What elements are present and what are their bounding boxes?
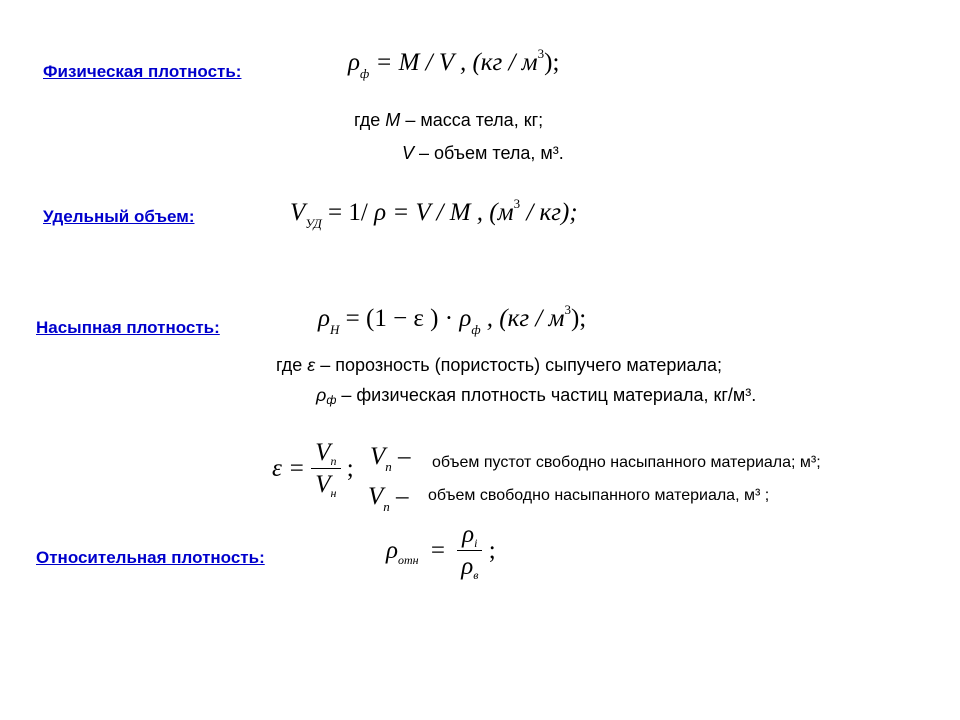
- formula-rhs-b: = V / M , (м: [392, 199, 514, 226]
- formula-rhs-a: = (1 − ε ) ·: [345, 305, 454, 332]
- rho-subscript: Н: [330, 322, 340, 337]
- bulk-density-formula: [318, 302, 587, 337]
- void-volume-text: объем пустот свободно насыпанного материала; м³;: [432, 454, 821, 471]
- definition-mass: [354, 110, 543, 131]
- void-volume-symbol: $V_п$ –: [370, 443, 411, 474]
- epsilon-lhs: ε =: [272, 455, 305, 482]
- physical-density-formula: [348, 46, 560, 81]
- units-close: / кг);: [526, 199, 578, 226]
- epsilon-symbol: ε: [307, 355, 316, 375]
- porosity-text: – порозность (пористость) сыпучего материала;: [320, 355, 723, 375]
- mass-text: – масса тела, кг;: [405, 110, 544, 130]
- rho-symbol: ρ: [374, 199, 387, 226]
- specific-volume-formula: [290, 196, 578, 231]
- fraction-denominator: $\rho_в$: [461, 553, 479, 582]
- porosity-fraction: [311, 439, 340, 500]
- formula-units: , (кг / м: [486, 305, 565, 332]
- bulk-volume-symbol: $V_п$ –: [368, 483, 409, 514]
- v-symbol: V: [290, 199, 306, 226]
- relative-density-heading[interactable]: Относительная плотность:: [36, 548, 265, 567]
- fraction-numerator: $\rho_i$: [462, 521, 478, 550]
- bulk-density-heading[interactable]: Насыпная плотность:: [36, 318, 220, 337]
- fraction-bar: [311, 468, 340, 469]
- units-exponent: 3: [537, 46, 545, 61]
- rho-symbol: ρ: [318, 305, 330, 332]
- equals-sign: =: [430, 537, 445, 564]
- formula-rhs: = M / V ,: [375, 49, 467, 76]
- units-exponent: 3: [513, 196, 521, 211]
- rho-subscript: ф: [326, 393, 337, 407]
- semicolon: ;: [488, 537, 496, 564]
- physical-density-heading[interactable]: Физическая плотность:: [43, 62, 242, 81]
- rho-subscript: ф: [360, 66, 370, 81]
- rho-symbol: ρ: [316, 385, 327, 405]
- definition-volume: [402, 143, 564, 164]
- rho-phys-symbol: ρ: [459, 305, 472, 332]
- relative-density-formula: [386, 521, 496, 582]
- fraction-denominator: $V_н$: [315, 471, 337, 500]
- mass-symbol: M: [385, 110, 401, 130]
- volume-text: – объем тела, м³.: [419, 143, 564, 163]
- units-exponent: 3: [564, 302, 571, 317]
- particle-density-text: – физическая плотность частиц материала, кг/м³.: [341, 385, 757, 405]
- rho-symbol: ρ: [348, 49, 360, 76]
- volume-symbol: V: [402, 143, 415, 163]
- specific-volume-heading[interactable]: Удельный объем:: [43, 207, 195, 226]
- definition-porosity: [276, 355, 722, 376]
- units-close: );: [544, 49, 560, 76]
- porosity-formula: [272, 439, 354, 500]
- where-label: где: [276, 355, 303, 375]
- rho-symbol: $\rho_{отн}$: [386, 537, 419, 567]
- rho-phys-subscript: ф: [471, 322, 481, 337]
- formula-rhs-a: = 1/: [328, 199, 368, 226]
- semicolon: ;: [346, 455, 354, 482]
- where-label: где: [354, 110, 381, 130]
- v-subscript: УД: [305, 216, 322, 231]
- formula-units: (кг / м: [472, 49, 538, 76]
- bulk-volume-text: объем свободно насыпанного материала, м³ ;: [428, 487, 770, 504]
- units-close: );: [570, 305, 587, 332]
- fraction-numerator: $V_п$: [315, 439, 337, 468]
- definition-particle-density: [316, 385, 756, 406]
- fraction-bar: [457, 550, 482, 551]
- relative-density-fraction: [457, 521, 482, 582]
